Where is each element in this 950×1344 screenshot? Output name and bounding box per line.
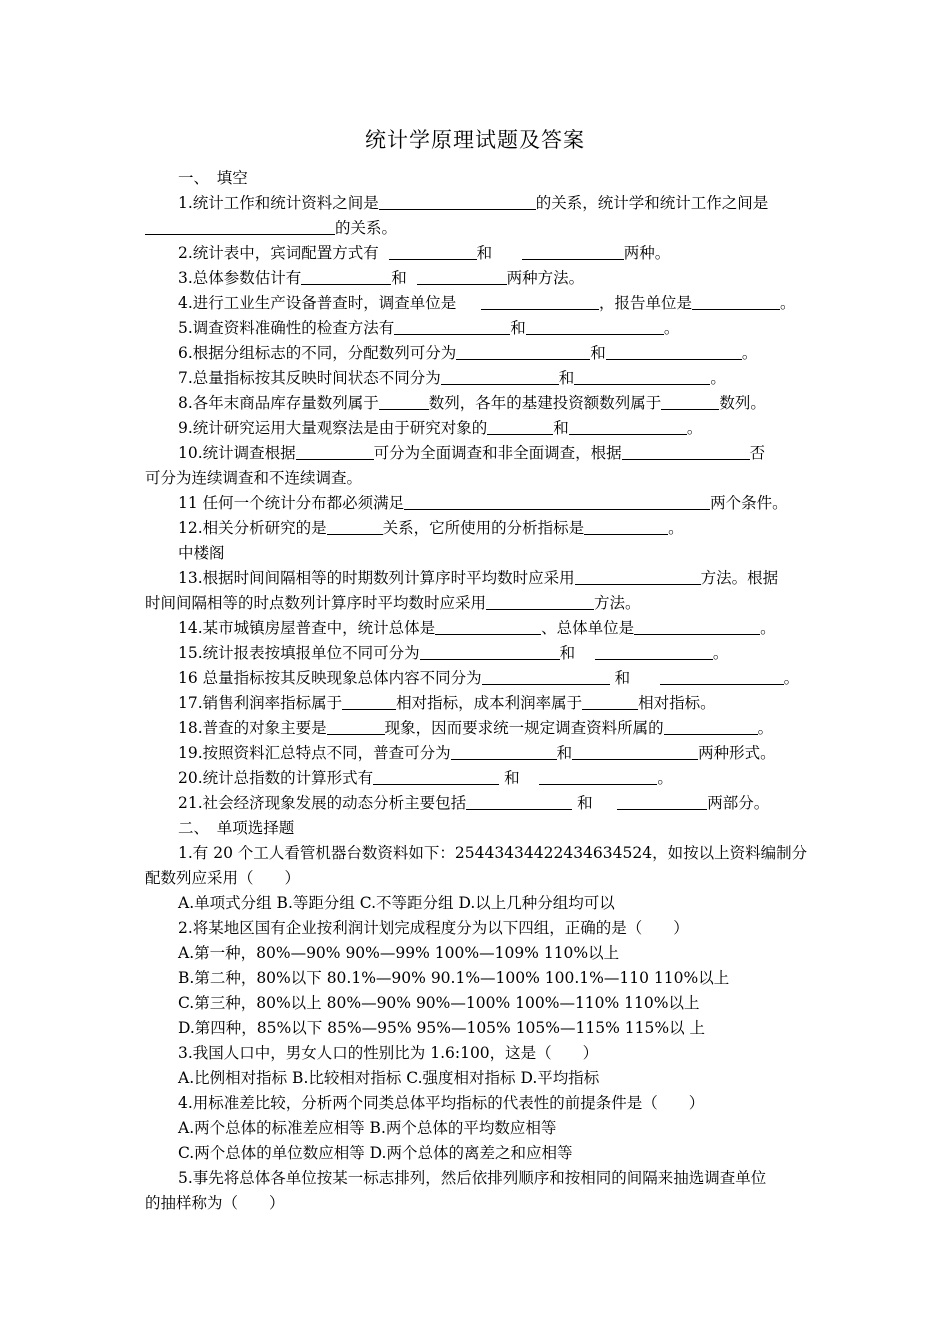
answer-blank[interactable] xyxy=(569,419,687,435)
question-10-continued: 可分为连续调查和不连续调查。 xyxy=(145,469,363,487)
question-1: 1.统计工作和统计资料之间是 的关系，统计学和统计工作之间是 xyxy=(178,194,769,212)
answer-blank[interactable] xyxy=(451,744,557,760)
question-2: 2.统计表中，宾词配置方式有 和 两种。 xyxy=(178,244,671,262)
mc-question-1-continued: 配数列应采用（ ） xyxy=(145,869,301,887)
answer-blank[interactable] xyxy=(692,294,780,310)
question-14: 14.某市城镇房屋普查中，统计总体是 、总体单位是 。 xyxy=(178,619,776,637)
stray-note: 中楼阁 xyxy=(178,544,225,562)
section-heading-fill-in: 一、 填空 xyxy=(178,169,248,187)
question-15: 15.统计报表按填报单位不同可分为 和 。 xyxy=(178,644,729,662)
answer-blank[interactable] xyxy=(660,669,784,685)
answer-blank[interactable] xyxy=(487,419,553,435)
question-10: 10.统计调查根据 可分为全面调查和非全面调查，根据 否 xyxy=(178,444,766,462)
question-3: 3.总体参数估计有 和 两种方法。 xyxy=(178,269,585,287)
question-21: 21.社会经济现象发展的动态分析主要包括 和 两部分。 xyxy=(178,794,770,812)
question-7: 7.总量指标按其反映时间状态不同分为 和 。 xyxy=(178,369,726,387)
answer-blank[interactable] xyxy=(481,294,599,310)
answer-blank[interactable] xyxy=(526,319,664,335)
answer-blank[interactable] xyxy=(622,444,750,460)
question-13: 13.根据时间间隔相等的时期数列计算序时平均数时应采用 方法。根据 xyxy=(178,569,779,587)
mc-question-4: 4.用标准差比较，分析两个同类总体平均指标的代表性的前提条件是（ ） xyxy=(178,1094,705,1112)
mc-question-2: 2.将某地区国有企业按利润计划完成程度分为以下四组，正确的是（ ） xyxy=(178,919,689,937)
answer-blank[interactable] xyxy=(379,194,536,210)
mc-question-3: 3.我国人口中，男女人口的性别比为 1.6:100，这是（ ） xyxy=(178,1044,599,1062)
answer-blank[interactable] xyxy=(539,769,657,785)
question-11: 11 任何一个统计分布都必须满足 两个条件。 xyxy=(178,494,788,512)
question-19: 19.按照资料汇总特点不同，普查可分为 和 两种形式。 xyxy=(178,744,776,762)
mc-question-4-options-ab: A.两个总体的标准差应相等 B.两个总体的平均数应相等 xyxy=(178,1119,557,1137)
answer-blank[interactable] xyxy=(466,794,572,810)
mc-question-2-option-c: C.第三种，80%以上 80%—90% 90%—100% 100%—110% 110%以上 xyxy=(178,994,700,1012)
answer-blank[interactable] xyxy=(522,244,624,260)
answer-blank[interactable] xyxy=(441,369,559,385)
answer-blank[interactable] xyxy=(595,644,713,660)
answer-blank[interactable] xyxy=(575,569,701,585)
answer-blank[interactable] xyxy=(582,694,638,710)
mc-question-5-continued: 的抽样称为（ ） xyxy=(145,1194,285,1212)
answer-blank[interactable] xyxy=(456,344,590,360)
question-5: 5.调查资料准确性的检查方法有 和 。 xyxy=(178,319,680,337)
answer-blank[interactable] xyxy=(342,694,396,710)
answer-blank[interactable] xyxy=(296,444,374,460)
answer-blank[interactable] xyxy=(664,719,758,735)
document-title: 统计学原理试题及答案 xyxy=(365,128,585,152)
answer-blank[interactable] xyxy=(301,269,391,285)
answer-blank[interactable] xyxy=(373,769,499,785)
answer-blank[interactable] xyxy=(584,519,668,535)
mc-question-1-options: A.单项式分组 B.等距分组 C.不等距分组 D.以上几种分组均可以 xyxy=(178,894,615,912)
question-20: 20.统计总指数的计算形式有 和 。 xyxy=(178,769,673,787)
answer-blank[interactable] xyxy=(404,494,710,510)
mc-question-2-option-a: A.第一种，80%—90% 90%—99% 100%—109% 110%以上 xyxy=(178,944,620,962)
mc-question-3-options: A.比例相对指标 B.比较相对指标 C.强度相对指标 D.平均指标 xyxy=(178,1069,600,1087)
answer-blank[interactable] xyxy=(394,319,510,335)
question-13-continued: 时间间隔相等的时点数列计算序时平均数时应采用 方法。 xyxy=(145,594,641,612)
mc-question-1: 1.有 20 个工人看管机器台数资料如下：25443434422434634524，如按以上资料编制分 xyxy=(178,844,808,862)
question-6: 6.根据分组标志的不同，分配数列可分为 和 。 xyxy=(178,344,758,362)
question-18: 18.普查的对象主要是 现象，因而要求统一规定调查资料所属的 。 xyxy=(178,719,774,737)
answer-blank[interactable] xyxy=(572,744,698,760)
question-17: 17.销售利润率指标属于 相对指标，成本利润率属于 相对指标。 xyxy=(178,694,716,712)
question-1-continued: 的关系。 xyxy=(145,218,397,238)
question-12: 12.相关分析研究的是 关系，它所使用的分析指标是 。 xyxy=(178,519,684,537)
question-8: 8.各年末商品库存量数列属于 数列，各年的基建投资额数列属于 数列。 xyxy=(178,394,766,412)
section-heading-single-choice: 二、 单项选择题 xyxy=(178,819,295,837)
answer-blank[interactable] xyxy=(327,719,385,735)
mc-question-2-option-d: D.第四种，85%以下 85%—95% 95%—105% 105%—115% 115%以 上 xyxy=(178,1019,705,1037)
answer-blank[interactable] xyxy=(389,244,477,260)
answer-blank[interactable] xyxy=(634,619,760,635)
answer-blank[interactable] xyxy=(486,594,594,610)
question-4: 4.进行工业生产设备普查时，调查单位是 ，报告单位是 。 xyxy=(178,294,796,312)
answer-blank[interactable] xyxy=(606,344,742,360)
answer-blank[interactable] xyxy=(617,794,707,810)
answer-blank[interactable] xyxy=(145,219,335,235)
question-9: 9.统计研究运用大量观察法是由于研究对象的 和 。 xyxy=(178,419,703,437)
mc-question-5: 5.事先将总体各单位按某一标志排列，然后依排列顺序和按相同的间隔来抽选调查单位 xyxy=(178,1169,767,1187)
question-16: 16 总量指标按其反映现象总体内容不同分为 和 。 xyxy=(178,669,800,687)
answer-blank[interactable] xyxy=(661,394,719,410)
mc-question-4-options-cd: C.两个总体的单位数应相等 D.两个总体的离差之和应相等 xyxy=(178,1144,573,1162)
answer-blank[interactable] xyxy=(420,644,560,660)
answer-blank[interactable] xyxy=(327,519,383,535)
answer-blank[interactable] xyxy=(435,619,541,635)
answer-blank[interactable] xyxy=(482,669,610,685)
answer-blank[interactable] xyxy=(574,369,710,385)
answer-blank[interactable] xyxy=(417,269,507,285)
answer-blank[interactable] xyxy=(379,394,429,410)
mc-question-2-option-b: B.第二种，80%以下 80.1%—90% 90.1%—100% 100.1%—110 110%以上 xyxy=(178,969,730,987)
